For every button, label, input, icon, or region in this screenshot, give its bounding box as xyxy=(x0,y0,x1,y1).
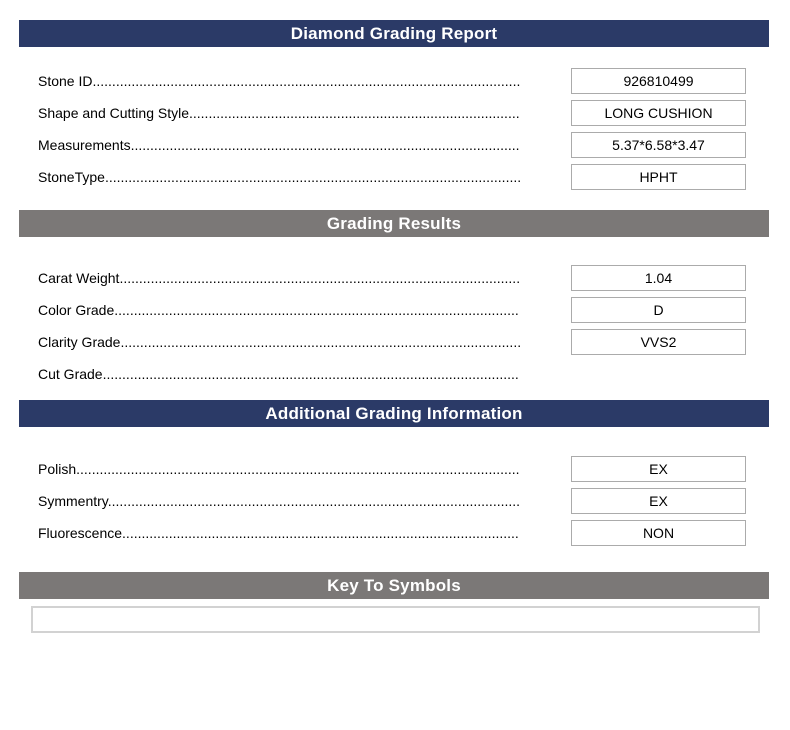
dot-leader xyxy=(122,525,520,541)
field-row-measurements xyxy=(38,132,746,158)
field-row-symmetry xyxy=(38,488,746,514)
field-row-stone-type xyxy=(38,164,746,190)
field-leader xyxy=(38,297,520,323)
section-header-key-to-symbols xyxy=(19,572,769,599)
field-label-color-grade: Color Grade xyxy=(38,302,115,318)
field-leader xyxy=(38,456,520,482)
field-label-carat-weight: Carat Weight xyxy=(38,270,120,286)
field-row-shape xyxy=(38,100,746,126)
field-row-carat-weight xyxy=(38,265,746,291)
field-row-clarity-grade xyxy=(38,329,746,355)
dot-leader xyxy=(120,334,520,350)
field-row-polish xyxy=(38,456,746,482)
dot-leader xyxy=(108,493,520,509)
field-value-stone-type: HPHT xyxy=(571,164,746,190)
field-row-color-grade xyxy=(38,297,746,323)
section-stone-details xyxy=(0,68,790,190)
field-label-clarity-grade: Clarity Grade xyxy=(38,334,121,350)
field-value-polish: EX xyxy=(571,456,746,482)
field-leader xyxy=(38,361,520,387)
field-leader xyxy=(38,329,520,355)
section-header-title: Grading Results xyxy=(326,214,462,233)
section-grading-results xyxy=(0,265,790,387)
field-row-cut-grade xyxy=(38,361,746,387)
field-value-symmetry: EX xyxy=(571,488,746,514)
field-row-fluorescence xyxy=(38,520,746,546)
field-label-symmetry: Symmentry xyxy=(38,493,108,509)
section-header-diamond-grading-report xyxy=(19,20,769,47)
field-label-shape: Shape and Cutting Style xyxy=(38,105,189,121)
field-label-fluorescence: Fluorescence xyxy=(38,525,123,541)
dot-leader xyxy=(114,302,520,318)
section-header-additional-grading-information xyxy=(19,400,769,427)
field-leader xyxy=(38,132,520,158)
field-leader xyxy=(38,164,520,190)
field-value-stone-id: 926810499 xyxy=(571,68,746,94)
field-value-color-grade: D xyxy=(571,297,746,323)
field-row-stone-id xyxy=(38,68,746,94)
field-value-measurements: 5.37*6.58*3.47 xyxy=(571,132,746,158)
field-label-measurements: Measurements xyxy=(38,137,131,153)
field-leader xyxy=(38,488,520,514)
section-header-title: Diamond Grading Report xyxy=(290,24,498,43)
field-leader xyxy=(38,100,520,126)
dot-leader xyxy=(76,461,520,477)
field-leader xyxy=(38,68,520,94)
dot-leader xyxy=(131,137,520,153)
field-value-clarity-grade: VVS2 xyxy=(571,329,746,355)
section-additional-grading xyxy=(0,456,790,546)
dot-leader xyxy=(103,366,520,382)
field-value-shape: LONG CUSHION xyxy=(571,100,746,126)
section-header-title: Additional Grading Information xyxy=(265,404,523,423)
key-to-symbols-box xyxy=(31,606,760,633)
dot-leader xyxy=(189,105,520,121)
dot-leader xyxy=(119,270,520,286)
section-header-grading-results xyxy=(19,210,769,237)
dot-leader xyxy=(105,169,520,185)
field-label-stone-type: StoneType xyxy=(38,169,105,185)
field-label-polish: Polish xyxy=(38,461,77,477)
field-leader xyxy=(38,520,520,546)
dot-leader xyxy=(92,73,520,89)
field-leader xyxy=(38,265,520,291)
field-value-carat-weight: 1.04 xyxy=(571,265,746,291)
field-label-cut-grade: Cut Grade xyxy=(38,366,103,382)
field-label-stone-id: Stone ID xyxy=(38,73,93,89)
field-value-fluorescence: NON xyxy=(571,520,746,546)
section-header-title: Key To Symbols xyxy=(327,576,461,595)
